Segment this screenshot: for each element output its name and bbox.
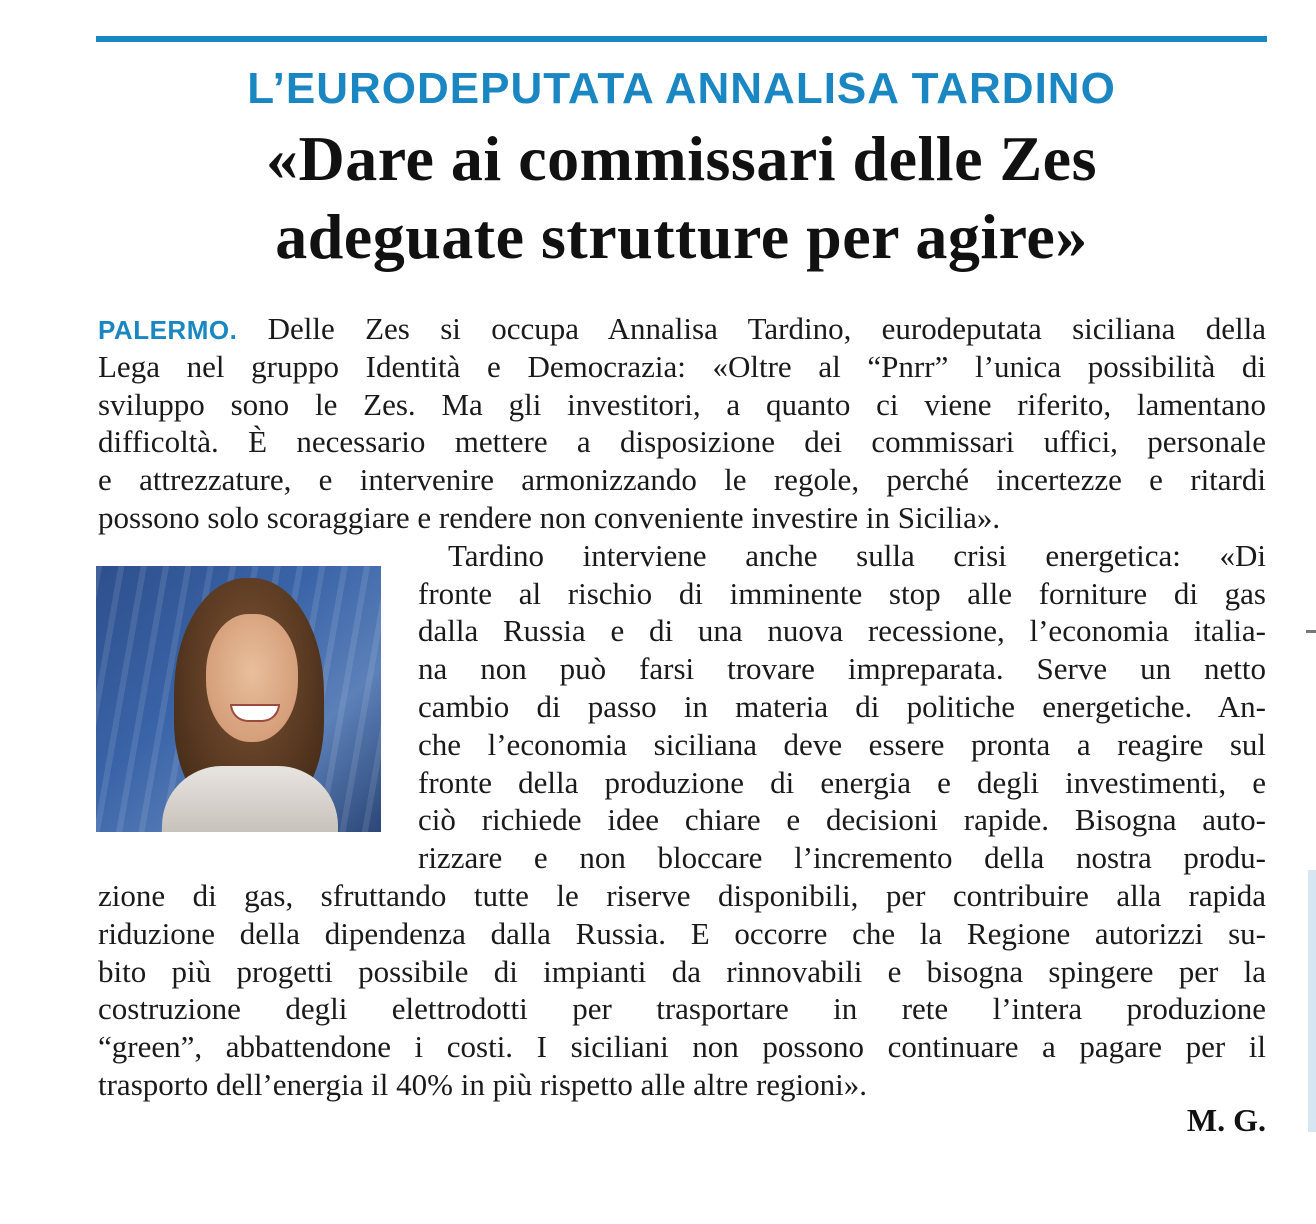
body-line [98,310,1266,348]
dateline: PALERMO. [98,315,238,345]
body-line: riduzione della dipendenza dalla Russia. E occorre che la Regione autorizzi su- [98,915,1266,951]
body-line: possono solo scoraggiare e rendere non conveniente investire in Sicilia». [98,499,1001,535]
body-line: bito più progetti possibile di impianti da rinnovabili e bisogna spingere per la [98,953,1266,989]
article-body [98,310,1266,1104]
body-line: che l’economia siciliana deve essere pronta a reagire sul [418,726,1266,762]
body-line: ciò richiede idee chiare e decisioni rapide. Bisogna auto- [418,802,1266,838]
body-line: na non può farsi trovare impreparata. Serve un netto [418,651,1266,687]
body-line: fronte al rischio di imminente stop alle forniture di gas [418,575,1266,611]
body-line: cambio di passo in materia di politiche energetiche. An- [418,688,1266,724]
body-line: rizzare e non bloccare l’incremento della nostra produ- [418,840,1266,876]
body-line: trasporto dell’energia il 40% in più rispetto alle altre regioni». [98,1066,868,1102]
body-line: dalla Russia e di una nuova recessione, l’economia italia- [418,613,1266,649]
page-edge-mark [1306,630,1316,633]
body-line: Lega nel gruppo Identità e Democrazia: «Oltre al “Pnrr” l’unica possibilità di [98,348,1266,384]
headline-line-1: «Dare ai commissari delle Zes [266,123,1097,194]
body-line: Tardino interviene anche sulla crisi energetica: «Di [448,537,1266,573]
body-line: difficoltà. È necessario mettere a disposizione dei commissari uffici, personale [98,424,1266,460]
headline-line-2: adeguate strutture per agire» [275,201,1088,272]
body-line: e attrezzature, e intervenire armonizzando le regole, perché incertezze e ritardi [98,462,1266,498]
body-line: zione di gas, sfruttando tutte le riserve disponibili, per contribuire alla rapida [98,877,1266,913]
body-line: fronte della produzione di energia e degli investimenti, e [418,764,1266,800]
body-line: sviluppo sono le Zes. Ma gli investitori, a quanto ci viene riferito, lamentano [98,386,1266,422]
body-line: “green”, abbattendone i costi. I siciliani non possono continuare a pagare per il [98,1029,1266,1065]
body-line: costruzione degli elettrodotti per trasportare in rete l’intera produzione [98,991,1266,1027]
top-rule [96,36,1267,42]
article-headline [96,120,1267,276]
article-kicker: L’EURODEPUTATA ANNALISA TARDINO [247,64,1116,113]
author-signature: M. G. [1186,1102,1266,1138]
page-edge-panel [1308,870,1316,1132]
body-line-text: Delle Zes si occupa Annalisa Tardino, eurodeputata siciliana della [237,311,1266,346]
